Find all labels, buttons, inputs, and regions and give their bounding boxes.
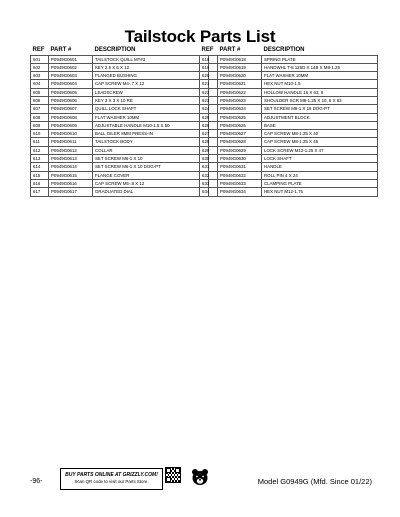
ref-cell: 634 [200, 188, 218, 196]
ref-cell: 606 [31, 96, 49, 104]
ref-cell: 614 [31, 163, 49, 171]
ref-cell: 616 [31, 179, 49, 187]
table-header-row [31, 47, 209, 55]
part-number-cell: P0949G0609 [49, 121, 93, 129]
ref-cell: 631 [200, 163, 218, 171]
description-cell: ROLL PIN 4 X 24 [262, 171, 378, 179]
ref-cell: 612 [31, 146, 49, 154]
description-cell: FLANGE COVER [93, 171, 209, 179]
table-row [200, 155, 378, 163]
ref-cell: 602 [31, 63, 49, 71]
description-cell: QUILL LOCK SHAFT [93, 105, 209, 113]
table-row [200, 130, 378, 138]
buy-parts-link[interactable] [60, 468, 163, 490]
parts-table-right [199, 47, 378, 197]
ref-cell: 603 [31, 72, 49, 80]
description-cell: CLAMPING PLATE [262, 179, 378, 187]
description-cell: SET SCREW M6-1 X 10 [93, 155, 209, 163]
table-row [31, 113, 209, 121]
description-cell: CAP SCREW M8-1.25 X 40 [262, 130, 378, 138]
table-row [31, 88, 209, 96]
table-row [31, 96, 209, 104]
part-number-cell: P0949G0613 [49, 155, 93, 163]
part-number-cell: P0949G0621 [218, 80, 262, 88]
part-number-cell: P0949G0608 [49, 113, 93, 121]
table-row [31, 55, 209, 63]
table-row [200, 96, 378, 104]
description-cell: ADJUSTMENT BLOCK [262, 113, 378, 121]
part-number-cell: P0949G0633 [218, 179, 262, 187]
ref-cell: 633 [200, 179, 218, 187]
part-number-cell: P0949G0630 [218, 155, 262, 163]
table-row [200, 179, 378, 187]
description-cell: FLANGED BUSHING [93, 72, 209, 80]
table-row [31, 121, 209, 129]
part-number-cell: P0949G0611 [49, 138, 93, 146]
ref-cell: 625 [200, 113, 218, 121]
ref-cell: 615 [31, 171, 49, 179]
table-row [200, 163, 378, 171]
part-number-cell: P0949G0618 [218, 55, 262, 63]
description-cell: SET SCREW M6-1 X 16 DOG-PT [262, 105, 378, 113]
description-header: DESCRIPTION [94, 47, 136, 54]
part-number-cell: P0949G0632 [218, 171, 262, 179]
ref-header: REF [201, 47, 214, 54]
description-cell: KEY 2.5 X 6 X 12 [93, 63, 209, 71]
part-number-cell: P0949G0627 [218, 130, 262, 138]
ref-cell: 618 [200, 55, 218, 63]
buy-parts-subtext: Scan QR code to visit our Parts Store. [74, 479, 149, 484]
table-row [200, 188, 378, 196]
ref-cell: 626 [200, 121, 218, 129]
description-cell: SHOULDER SCR M8-1.25 X 10, 6 X 63 [262, 96, 378, 104]
description-cell: TAILSTOCK BODY [93, 138, 209, 146]
table-row [200, 72, 378, 80]
table-row [31, 72, 209, 80]
description-cell: CAP SCREW M4-.7 X 12 [93, 80, 209, 88]
ref-cell: 629 [200, 146, 218, 154]
part-header: PART # [50, 47, 72, 54]
ref-cell: 622 [200, 88, 218, 96]
ref-cell: 623 [200, 96, 218, 104]
table-row [200, 113, 378, 121]
ref-cell: 620 [200, 72, 218, 80]
table-row [31, 146, 209, 154]
table-row [31, 155, 209, 163]
bear-logo-icon [190, 467, 210, 487]
table-row [200, 138, 378, 146]
table-row [31, 179, 209, 187]
part-number-cell: P0949G0623 [218, 96, 262, 104]
table-row [200, 121, 378, 129]
ref-cell: 605 [31, 88, 49, 96]
part-number-cell: P0949G0629 [218, 146, 262, 154]
part-number-cell: P0949G0606 [49, 96, 93, 104]
table-row [31, 163, 209, 171]
description-cell: SPRING PLATE [262, 55, 378, 63]
part-number-cell: P0949G0625 [218, 113, 262, 121]
part-number-cell: P0949G0624 [218, 105, 262, 113]
description-cell: LOCK SHAFT [262, 155, 378, 163]
part-number-cell: P0949G0634 [218, 188, 262, 196]
table-row [200, 171, 378, 179]
part-number-cell: P0949G0617 [49, 188, 93, 196]
description-cell: HEX NUT M10-1.5 [262, 80, 378, 88]
description-cell: CAP SCREW M5-.8 X 12 [93, 179, 209, 187]
part-header: PART # [219, 47, 241, 54]
description-cell: BASE [262, 121, 378, 129]
table-row [31, 171, 209, 179]
ref-cell: 628 [200, 138, 218, 146]
ref-cell: 617 [31, 188, 49, 196]
part-number-cell: P0949G0603 [49, 72, 93, 80]
table-row [200, 146, 378, 154]
ref-cell: 632 [200, 171, 218, 179]
part-number-cell: P0949G0628 [218, 138, 262, 146]
buy-parts-headline: BUY PARTS ONLINE AT GRIZZLY.COM! [65, 472, 158, 478]
description-cell: LEADSCREW [93, 88, 209, 96]
description-cell: GRADUATED DIAL [93, 188, 209, 196]
page-title: Tailstock Parts List [124, 27, 276, 46]
part-number-cell: P0949G0605 [49, 88, 93, 96]
part-number-cell: P0949G0622 [218, 88, 262, 96]
parts-table-body [31, 55, 209, 196]
table-row [31, 80, 209, 88]
part-number-cell: P0949G0604 [49, 80, 93, 88]
description-header: DESCRIPTION [263, 47, 305, 54]
ref-cell: 630 [200, 155, 218, 163]
description-cell: ADJUSTABLE HANDLE M10-1.5 X 50 [93, 121, 209, 129]
description-cell: HANDLE [262, 163, 378, 171]
ref-cell: 607 [31, 105, 49, 113]
ref-cell: 621 [200, 80, 218, 88]
part-number-cell: P0949G0620 [218, 72, 262, 80]
model-label: Model G0949G (Mfd. Since 01/22) [257, 477, 372, 486]
description-cell: BALL OILER 8MM PRESS-IN [93, 130, 209, 138]
page-number: -96- [30, 478, 43, 485]
parts-table-left [30, 47, 209, 197]
table-row [200, 105, 378, 113]
description-cell: HANDWHL T-8 125D X 14B X M8-1.25 [262, 63, 378, 71]
description-cell: TAILSTOCK QUILL MT#3 [93, 55, 209, 63]
description-cell: LOCK SCREW M12-1.25 X 47 [262, 146, 378, 154]
description-cell: SET SCREW M6-1 X 10 DOG-PT [93, 163, 209, 171]
description-cell: FLAT WASHER 10MM [93, 113, 209, 121]
ref-cell: 613 [31, 155, 49, 163]
part-number-cell: P0949G0612 [49, 146, 93, 154]
table-row [200, 80, 378, 88]
table-row [31, 130, 209, 138]
qr-code-icon[interactable] [165, 467, 181, 483]
part-number-cell: P0949G0631 [218, 163, 262, 171]
page-footer [0, 466, 400, 506]
part-number-cell: P0949G0601 [49, 55, 93, 63]
ref-cell: 627 [200, 130, 218, 138]
ref-header: REF [32, 47, 45, 54]
table-row [200, 55, 378, 63]
ref-cell: 610 [31, 130, 49, 138]
part-number-cell: P0949G0602 [49, 63, 93, 71]
part-number-cell: P0949G0610 [49, 130, 93, 138]
description-cell: COLLAR [93, 146, 209, 154]
table-row [31, 188, 209, 196]
description-cell: KEY 3 X 3 X 10 RE [93, 96, 209, 104]
description-cell: HOLLOW HANDLE 16 X 63, 6 [262, 88, 378, 96]
ref-cell: 611 [31, 138, 49, 146]
table-row [31, 63, 209, 71]
ref-cell: 619 [200, 63, 218, 71]
table-row [31, 105, 209, 113]
part-number-cell: P0949G0607 [49, 105, 93, 113]
description-cell: CAP SCREW M8-1.25 X 45 [262, 138, 378, 146]
description-cell: FLAT WASHER 10MM [262, 72, 378, 80]
description-cell: HEX NUT M12-1.75 [262, 188, 378, 196]
ref-cell: 604 [31, 80, 49, 88]
part-number-cell: P0949G0619 [218, 63, 262, 71]
part-number-cell: P0949G0616 [49, 179, 93, 187]
ref-cell: 601 [31, 55, 49, 63]
ref-cell: 609 [31, 121, 49, 129]
part-number-cell: P0949G0615 [49, 171, 93, 179]
parts-table-body [200, 55, 378, 196]
table-row [200, 88, 378, 96]
part-number-cell: P0949G0626 [218, 121, 262, 129]
table-header-row [200, 47, 378, 55]
ref-cell: 624 [200, 105, 218, 113]
table-row [200, 63, 378, 71]
table-row [31, 138, 209, 146]
part-number-cell: P0949G0614 [49, 163, 93, 171]
ref-cell: 608 [31, 113, 49, 121]
